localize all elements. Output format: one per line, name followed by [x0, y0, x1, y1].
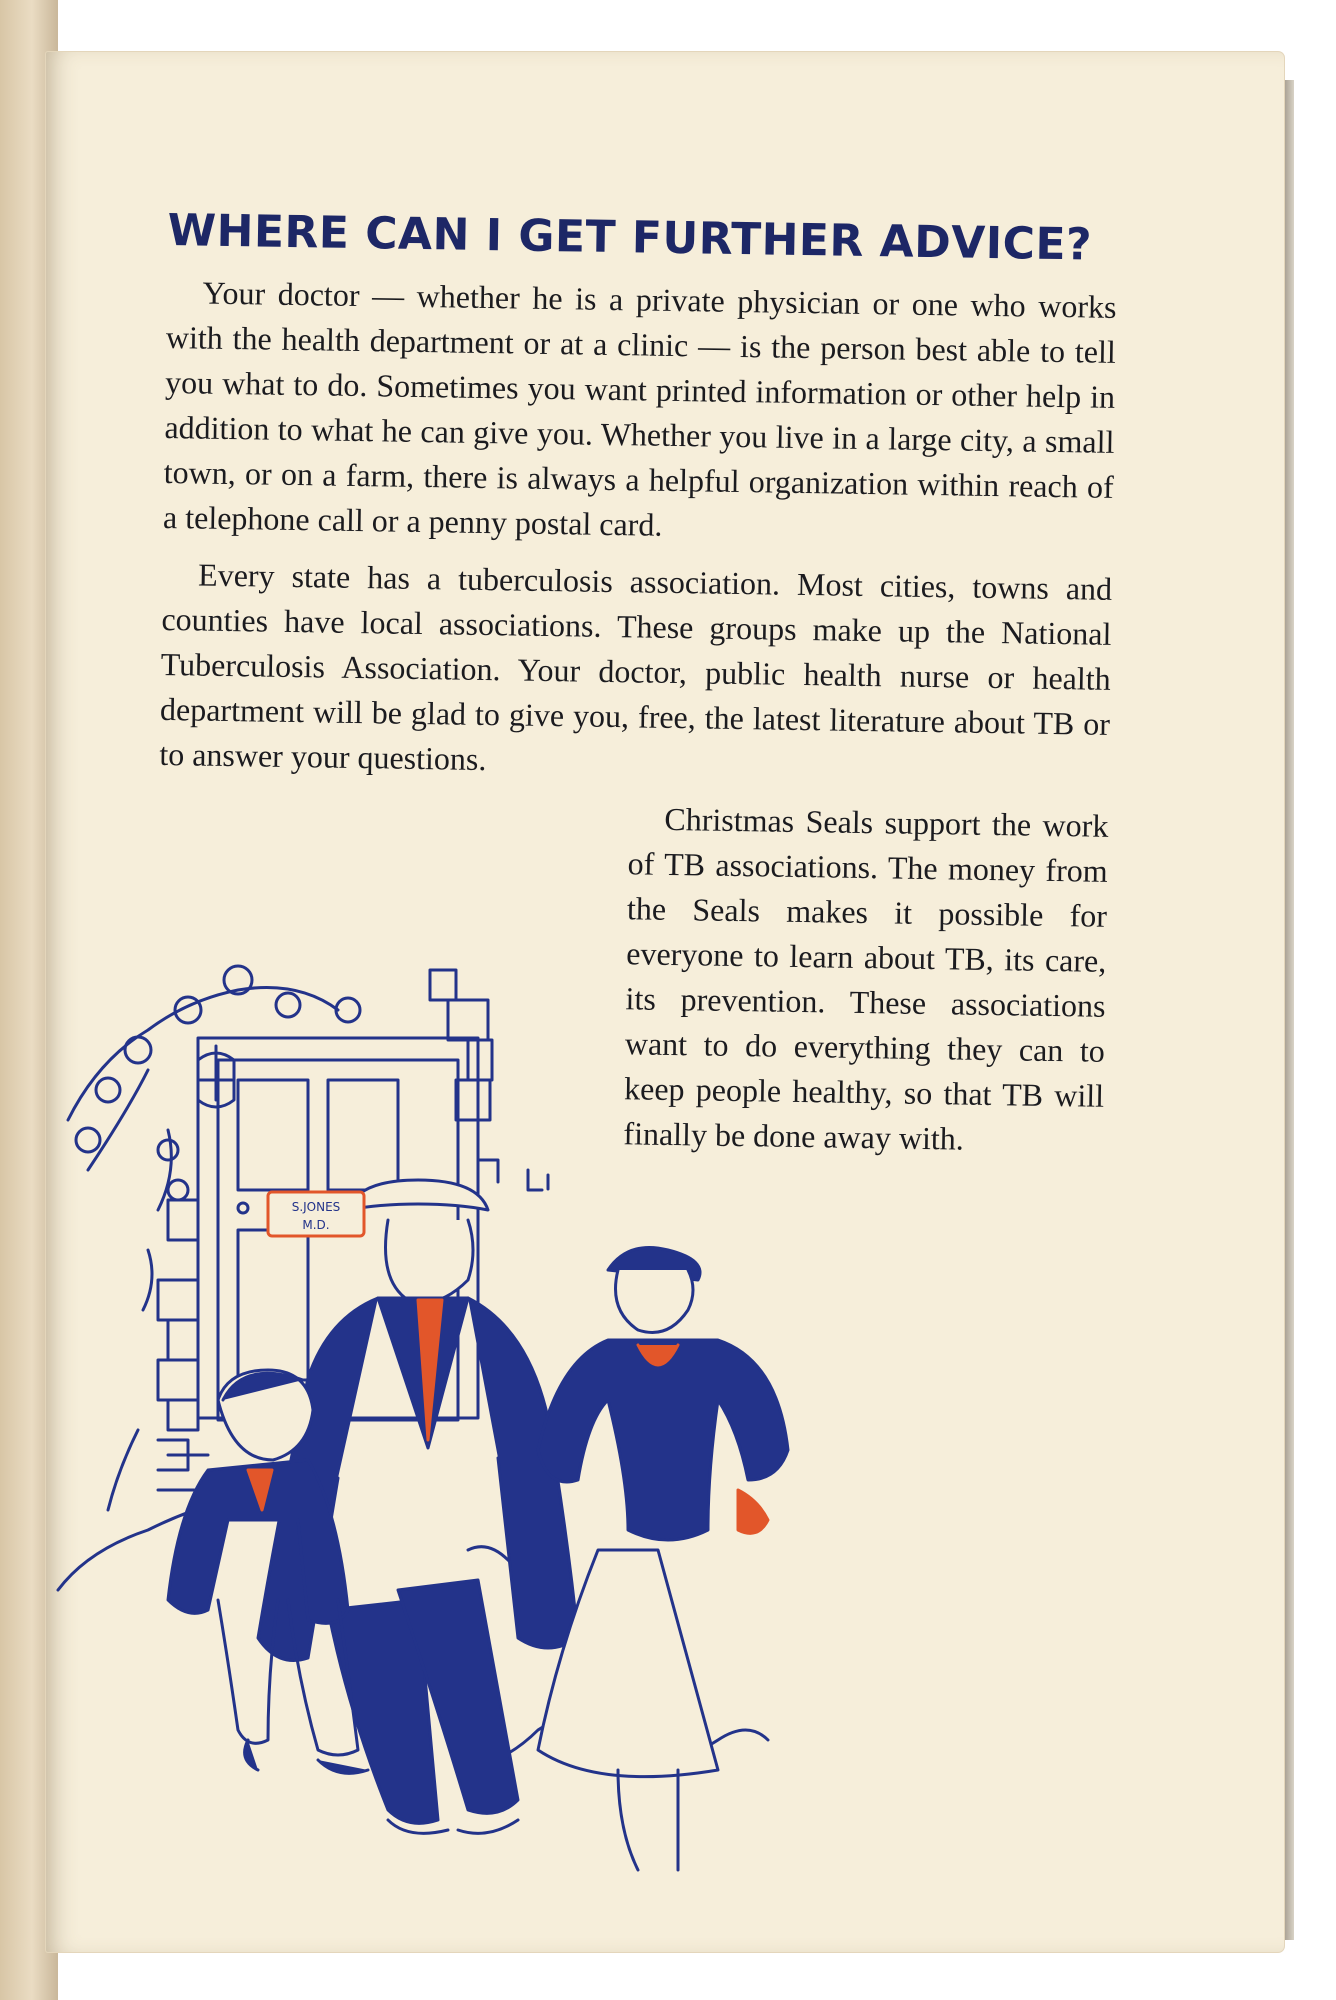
paragraph-doctor: Your doctor — whether he is a private physician or one who works with the health department or at a clinic — is the person best able to tell you what to do. Sometimes you want printed information or other help in addition to what he can give you. Whether you live in a large city, a small town, or on a farm, there is always a helpful organization within reach of a telephone call or a penny postal card.	[162, 274, 1117, 543]
lantern	[198, 1046, 234, 1107]
vine-flowers	[68, 966, 360, 1310]
paragraph-associations: Every state has a tuberculosis association. Most cities, towns and counties have local associations. These groups make up the National Tuberculosis Association. Your doctor, public health nurse or health department will be glad to give you, free, the latest literature about TB or to answer your questions.	[159, 556, 1113, 778]
page-heading: WHERE CAN I GET FURTHER ADVICE?	[167, 205, 1093, 271]
brick-wall	[430, 970, 548, 1190]
family-illustration	[48, 950, 808, 1880]
brick-wall-left	[158, 1200, 198, 1470]
woman-figure	[538, 1248, 788, 1871]
door-sign-name: S.JONES	[291, 1200, 341, 1214]
page-right-edge	[1284, 80, 1294, 1940]
door-sign-title: M.D.	[302, 1218, 330, 1232]
paragraph-seals-text: Christmas Seals support the work of TB associations. The money from the Seals makes it possible for everyone to learn about TB, its care, its prevention. These associations want to do everything they can to keep people healthy, so that TB will finally be done away with.	[623, 800, 1109, 1157]
